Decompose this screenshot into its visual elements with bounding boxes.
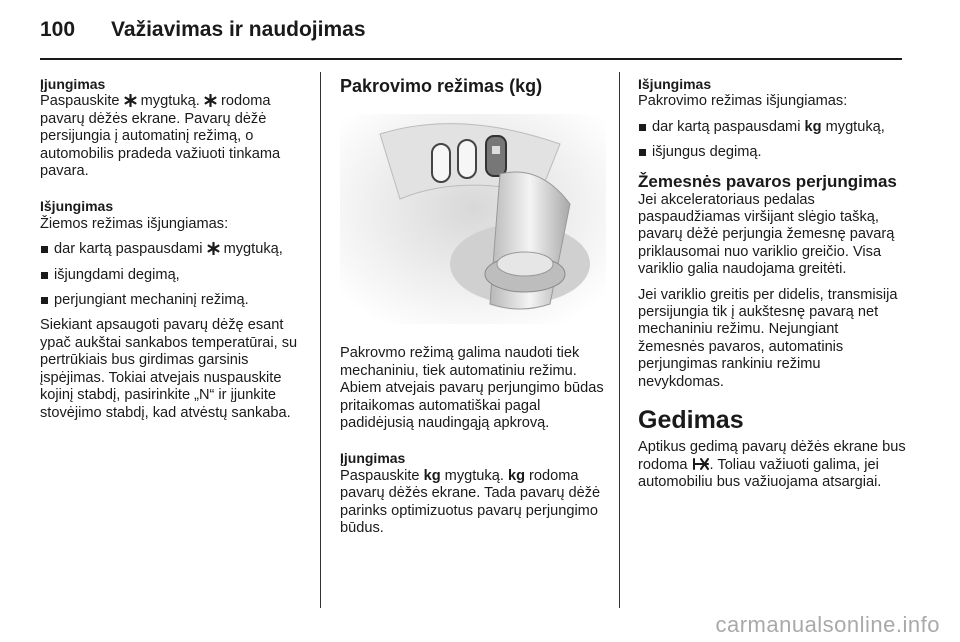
off-intro: Žiemos režimas išjungiamas: (40, 215, 229, 232)
gearbox-fault-icon (692, 457, 710, 471)
column-2 (340, 76, 606, 545)
section-title: Pakrovimo režimas (kg) (340, 76, 543, 96)
downshift-title: Žemesnės pavaros perjungimas (638, 171, 897, 191)
warning-note: Siekiant apsaugoti pavarų dėžę esant ypač aukštai sankabos temperatūrai, su pertrūkiais bus girdimas garsinis įspėjimas. Tokiai atvejais nuspauskite kojinį stabdį, pasirinkite „N“ ir įjunkite stovėjimo stabdį, kad atvėstų sankaba. (40, 317, 298, 421)
fault-title: Gedimas (638, 406, 744, 435)
off-heading: Išjungimas (638, 76, 712, 92)
load-mode-intro: Pakrovmo režimą galima naudoti tiek mechaniniu, tiek automatiniu režimu. Abiem atvejais pavarų perjungimo būdas pritaikomas automatiškai pagal padidėjusią naudingąją apkrovą. (340, 345, 604, 432)
fault-text-2: . Toliau važiuoti galima, jei automobiliu bus važiuojama atsargiai. (638, 456, 882, 490)
watermark: carmanualsonline.info (715, 612, 940, 637)
list-item: išjungdami degimą, (40, 267, 306, 284)
off-list (638, 119, 908, 162)
on-paragraph (40, 93, 306, 180)
header-rule (40, 58, 902, 60)
off-intro: Pakrovimo režimas išjungiamas: (638, 93, 848, 110)
on-heading: Įjungimas (340, 450, 406, 467)
on-heading: Įjungimas (40, 76, 106, 92)
kg-label: kg (804, 118, 822, 135)
list-item (638, 119, 908, 136)
fault-text-1: Aptikus gedimą pavarų dėžės ekrane bus rodoma (638, 439, 906, 473)
on-text-2: mygtuką. (444, 467, 504, 484)
snowflake-icon (204, 94, 217, 107)
on-text-3: rodoma pavarų dėžės ekrane. Tada pavarų dėžė parinks optimizuotus pavarų perjungimo būdus. (340, 467, 601, 537)
list-item: išjungus degimą. (638, 144, 908, 161)
off-item1-a: dar kartą paspausdami (652, 118, 801, 135)
list-item (40, 241, 306, 258)
page-header (40, 18, 366, 42)
off-item1-b: mygtuką, (223, 241, 283, 258)
off-list (40, 241, 306, 309)
kg-label: kg (507, 467, 525, 484)
snowflake-icon (124, 94, 137, 107)
kg-label: kg (423, 467, 441, 484)
downshift-paragraph-2: Jei variklio greitis per didelis, transmisija persijungia tik į aukštesnę pavarą net mechaniniu režimu. Nejungiant žemesnės pavaros, automatinis perjungimas rankiniu režimu nevykdomas. (638, 286, 898, 390)
list-item: perjungiant mechaninį režimą. (40, 292, 306, 309)
on-text-1: Paspauskite (40, 93, 120, 110)
page-title: Važiavimas ir naudojimas (111, 18, 366, 41)
gear-lever-illustration (340, 114, 606, 324)
column-divider-1 (320, 72, 321, 608)
off-item1-a: dar kartą paspausdami (54, 241, 203, 258)
on-text-3: rodoma pavarų dėžės ekrane. Pavarų dėžė persijungia į automatinį režimą, o automobilis pradeda važiuoti tinkama pavara. (40, 93, 281, 180)
column-3 (638, 76, 908, 499)
snowflake-icon (207, 242, 220, 255)
downshift-paragraph-1: Jei akceleratoriaus pedalas paspaudžiamas viršijant slėgio tašką, pavarų dėžė perjungia žemesnę pavarą priklausomai nuo variklio greičio. Visa variklio galia naudojama greitėti. (638, 191, 895, 278)
column-divider-2 (619, 72, 620, 608)
on-text-2: mygtuką. (140, 93, 200, 110)
page-number: 100 (40, 18, 76, 41)
off-item1-b: mygtuką, (825, 118, 885, 135)
off-heading: Išjungimas (40, 198, 114, 215)
on-text-1: Paspauskite (340, 467, 420, 484)
column-1 (40, 76, 306, 430)
fault-paragraph (638, 439, 908, 491)
load-on-paragraph (340, 468, 606, 538)
